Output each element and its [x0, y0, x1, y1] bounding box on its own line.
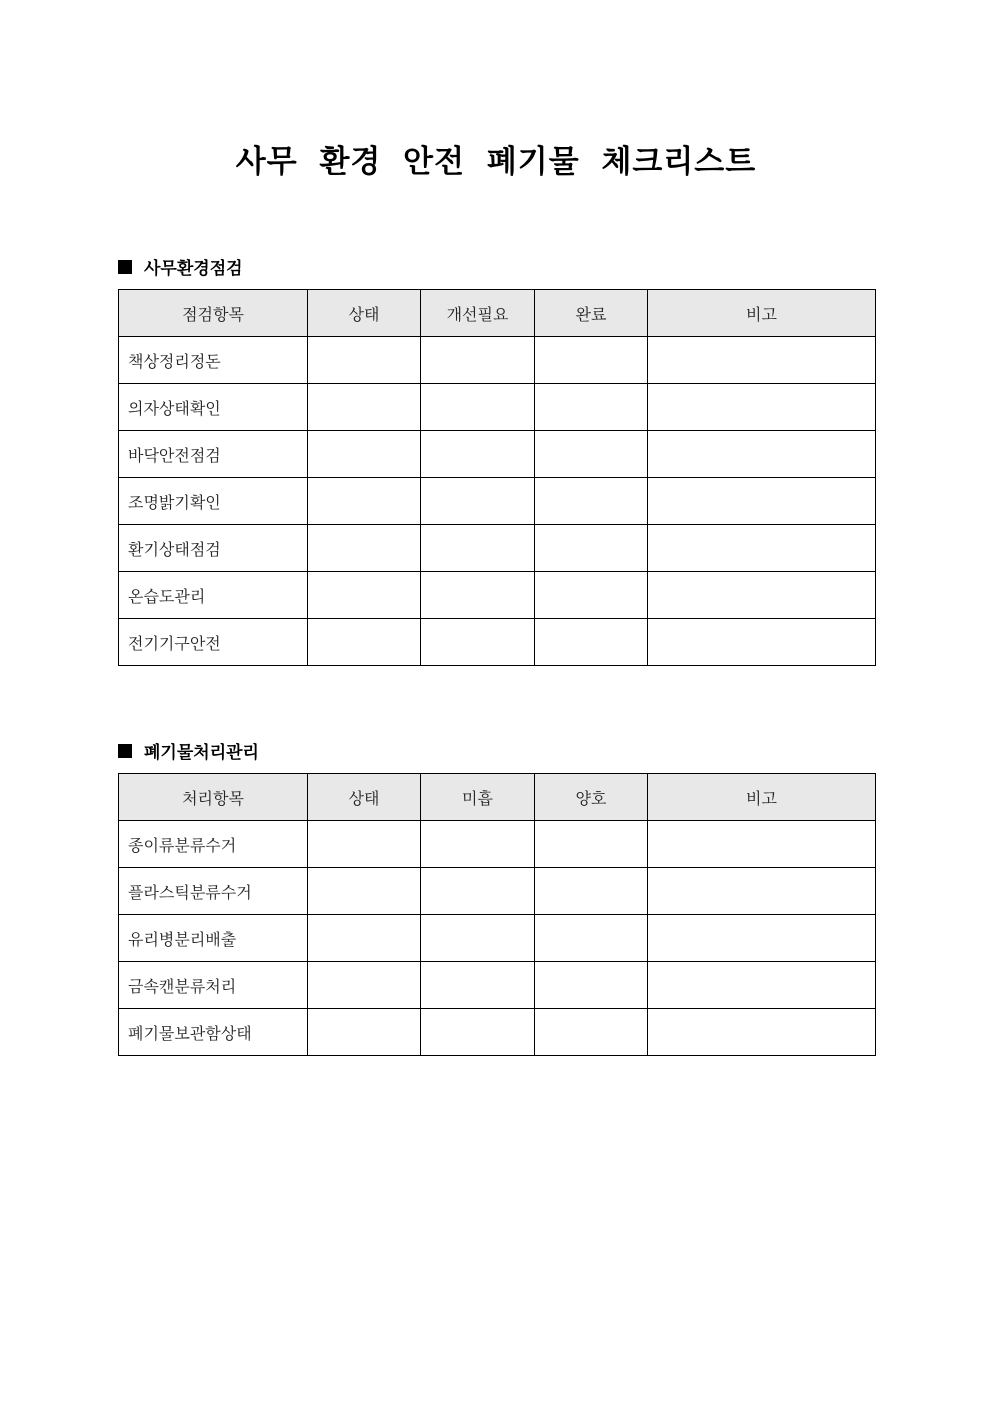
check-cell[interactable]: [421, 821, 535, 868]
column-header: 처리항목: [119, 774, 308, 821]
check-cell[interactable]: [535, 384, 648, 431]
table-header-row: [119, 774, 876, 821]
check-cell[interactable]: [535, 431, 648, 478]
table-row: [119, 962, 876, 1009]
check-cell[interactable]: [308, 1009, 421, 1056]
check-cell[interactable]: [421, 337, 535, 384]
column-header: 양호: [535, 774, 648, 821]
section-heading-office: [118, 254, 243, 279]
check-cell[interactable]: [308, 915, 421, 962]
column-header: 점검항목: [119, 290, 308, 337]
check-cell[interactable]: [648, 572, 876, 619]
column-header: 상태: [308, 290, 421, 337]
page-title: 사무 환경 안전 폐기물 체크리스트: [235, 144, 757, 180]
check-cell[interactable]: [648, 478, 876, 525]
check-cell[interactable]: [308, 619, 421, 666]
table-row: [119, 915, 876, 962]
column-header: 미흡: [421, 774, 535, 821]
check-cell[interactable]: [421, 915, 535, 962]
check-cell[interactable]: [648, 962, 876, 1009]
check-cell[interactable]: [308, 431, 421, 478]
section-heading-waste: [118, 738, 259, 763]
check-cell[interactable]: [648, 619, 876, 666]
item-label: 바닥안전점검: [119, 431, 308, 478]
column-header: 비고: [648, 774, 876, 821]
check-cell[interactable]: [648, 384, 876, 431]
check-cell[interactable]: [308, 384, 421, 431]
table-row: [119, 478, 876, 525]
section-heading-text: 폐기물처리관리: [144, 743, 259, 763]
check-cell[interactable]: [535, 1009, 648, 1056]
check-cell[interactable]: [308, 572, 421, 619]
check-cell[interactable]: [421, 619, 535, 666]
item-label: 온습도관리: [119, 572, 308, 619]
check-cell[interactable]: [421, 525, 535, 572]
item-label: 전기기구안전: [119, 619, 308, 666]
check-cell[interactable]: [421, 431, 535, 478]
office-checklist-table: [118, 289, 876, 666]
item-label: 폐기물보관함상태: [119, 1009, 308, 1056]
column-header: 비고: [648, 290, 876, 337]
check-cell[interactable]: [308, 337, 421, 384]
table-row: [119, 821, 876, 868]
check-cell[interactable]: [535, 619, 648, 666]
table-row: [119, 572, 876, 619]
check-cell[interactable]: [308, 478, 421, 525]
check-cell[interactable]: [648, 337, 876, 384]
check-cell[interactable]: [535, 868, 648, 915]
section-heading-text: 사무환경점검: [144, 259, 243, 279]
check-cell[interactable]: [421, 572, 535, 619]
check-cell[interactable]: [535, 915, 648, 962]
table-row: [119, 525, 876, 572]
check-cell[interactable]: [648, 868, 876, 915]
column-header: 완료: [535, 290, 648, 337]
column-header: 상태: [308, 774, 421, 821]
check-cell[interactable]: [535, 821, 648, 868]
check-cell[interactable]: [535, 962, 648, 1009]
square-bullet-icon: [118, 744, 132, 758]
check-cell[interactable]: [421, 962, 535, 1009]
item-label: 책상정리정돈: [119, 337, 308, 384]
table-row: [119, 431, 876, 478]
item-label: 플라스틱분류수거: [119, 868, 308, 915]
check-cell[interactable]: [308, 525, 421, 572]
check-cell[interactable]: [308, 821, 421, 868]
item-label: 환기상태점검: [119, 525, 308, 572]
table-row: [119, 337, 876, 384]
check-cell[interactable]: [648, 915, 876, 962]
check-cell[interactable]: [535, 478, 648, 525]
waste-checklist-table: [118, 773, 876, 1056]
check-cell[interactable]: [648, 431, 876, 478]
check-cell[interactable]: [648, 1009, 876, 1056]
check-cell[interactable]: [535, 337, 648, 384]
check-cell[interactable]: [648, 821, 876, 868]
table-row: [119, 1009, 876, 1056]
check-cell[interactable]: [421, 868, 535, 915]
item-label: 유리병분리배출: [119, 915, 308, 962]
check-cell[interactable]: [648, 525, 876, 572]
check-cell[interactable]: [535, 525, 648, 572]
column-header: 개선필요: [421, 290, 535, 337]
check-cell[interactable]: [421, 384, 535, 431]
check-cell[interactable]: [421, 1009, 535, 1056]
check-cell[interactable]: [308, 868, 421, 915]
item-label: 종이류분류수거: [119, 821, 308, 868]
item-label: 의자상태확인: [119, 384, 308, 431]
table-header-row: [119, 290, 876, 337]
square-bullet-icon: [118, 260, 132, 274]
check-cell[interactable]: [308, 962, 421, 1009]
table-row: [119, 619, 876, 666]
item-label: 조명밝기확인: [119, 478, 308, 525]
table-row: [119, 868, 876, 915]
check-cell[interactable]: [421, 478, 535, 525]
check-cell[interactable]: [535, 572, 648, 619]
table-row: [119, 384, 876, 431]
item-label: 금속캔분류처리: [119, 962, 308, 1009]
